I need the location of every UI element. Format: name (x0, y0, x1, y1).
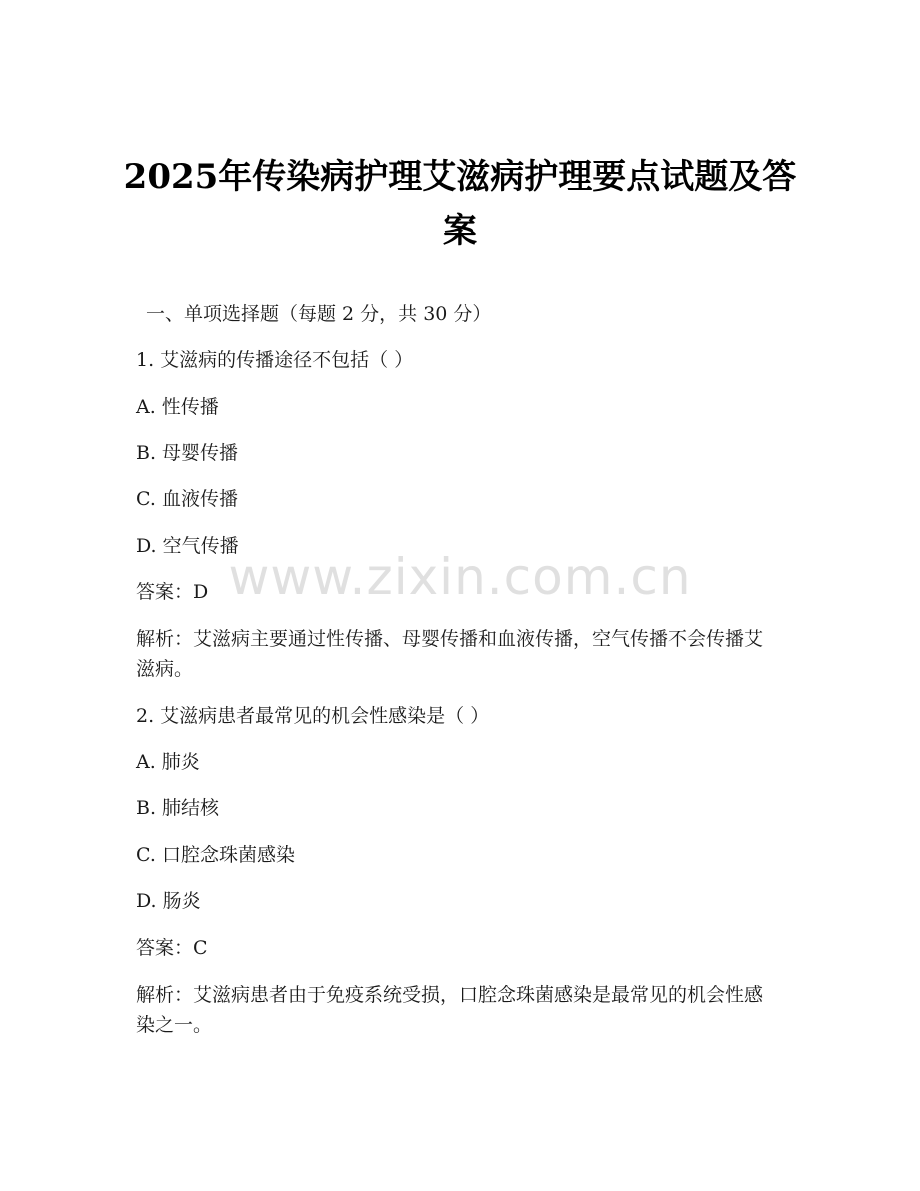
question-1-answer: 答案：D (136, 581, 209, 603)
question-2-answer: 答案：C (136, 937, 208, 959)
question-1-analysis: 解析：艾滋病主要通过性传播、母婴传播和血液传播，空气传播不会传播艾滋病。 (136, 628, 764, 680)
question-2-stem: 2. 艾滋病患者最常见的机会性感染是（ ） (136, 705, 490, 727)
question-1-stem: 1. 艾滋病的传播途径不包括（ ） (136, 349, 414, 371)
section-heading: 一、单项选择题（每题 2 分，共 30 分） (146, 303, 492, 325)
question-2-option-c: C. 口腔念珠菌感染 (136, 844, 295, 866)
question-2-option-a: A. 肺炎 (136, 751, 200, 773)
question-1-option-b: B. 母婴传播 (136, 442, 239, 464)
question-1-option-a: A. 性传播 (136, 396, 219, 418)
watermark: www.zixin.com.cn (228, 548, 692, 606)
question-2-option-d: D. 肠炎 (136, 890, 201, 912)
question-1-option-c: C. 血液传播 (136, 488, 238, 510)
question-2-option-b: B. 肺结核 (136, 797, 220, 819)
question-1-option-d: D. 空气传播 (136, 535, 239, 557)
question-2-analysis: 解析：艾滋病患者由于免疫系统受损，口腔念珠菌感染是最常见的机会性感染之一。 (136, 984, 764, 1036)
document-title: 2025年传染病护理艾滋病护理要点试题及答案 (123, 157, 797, 251)
